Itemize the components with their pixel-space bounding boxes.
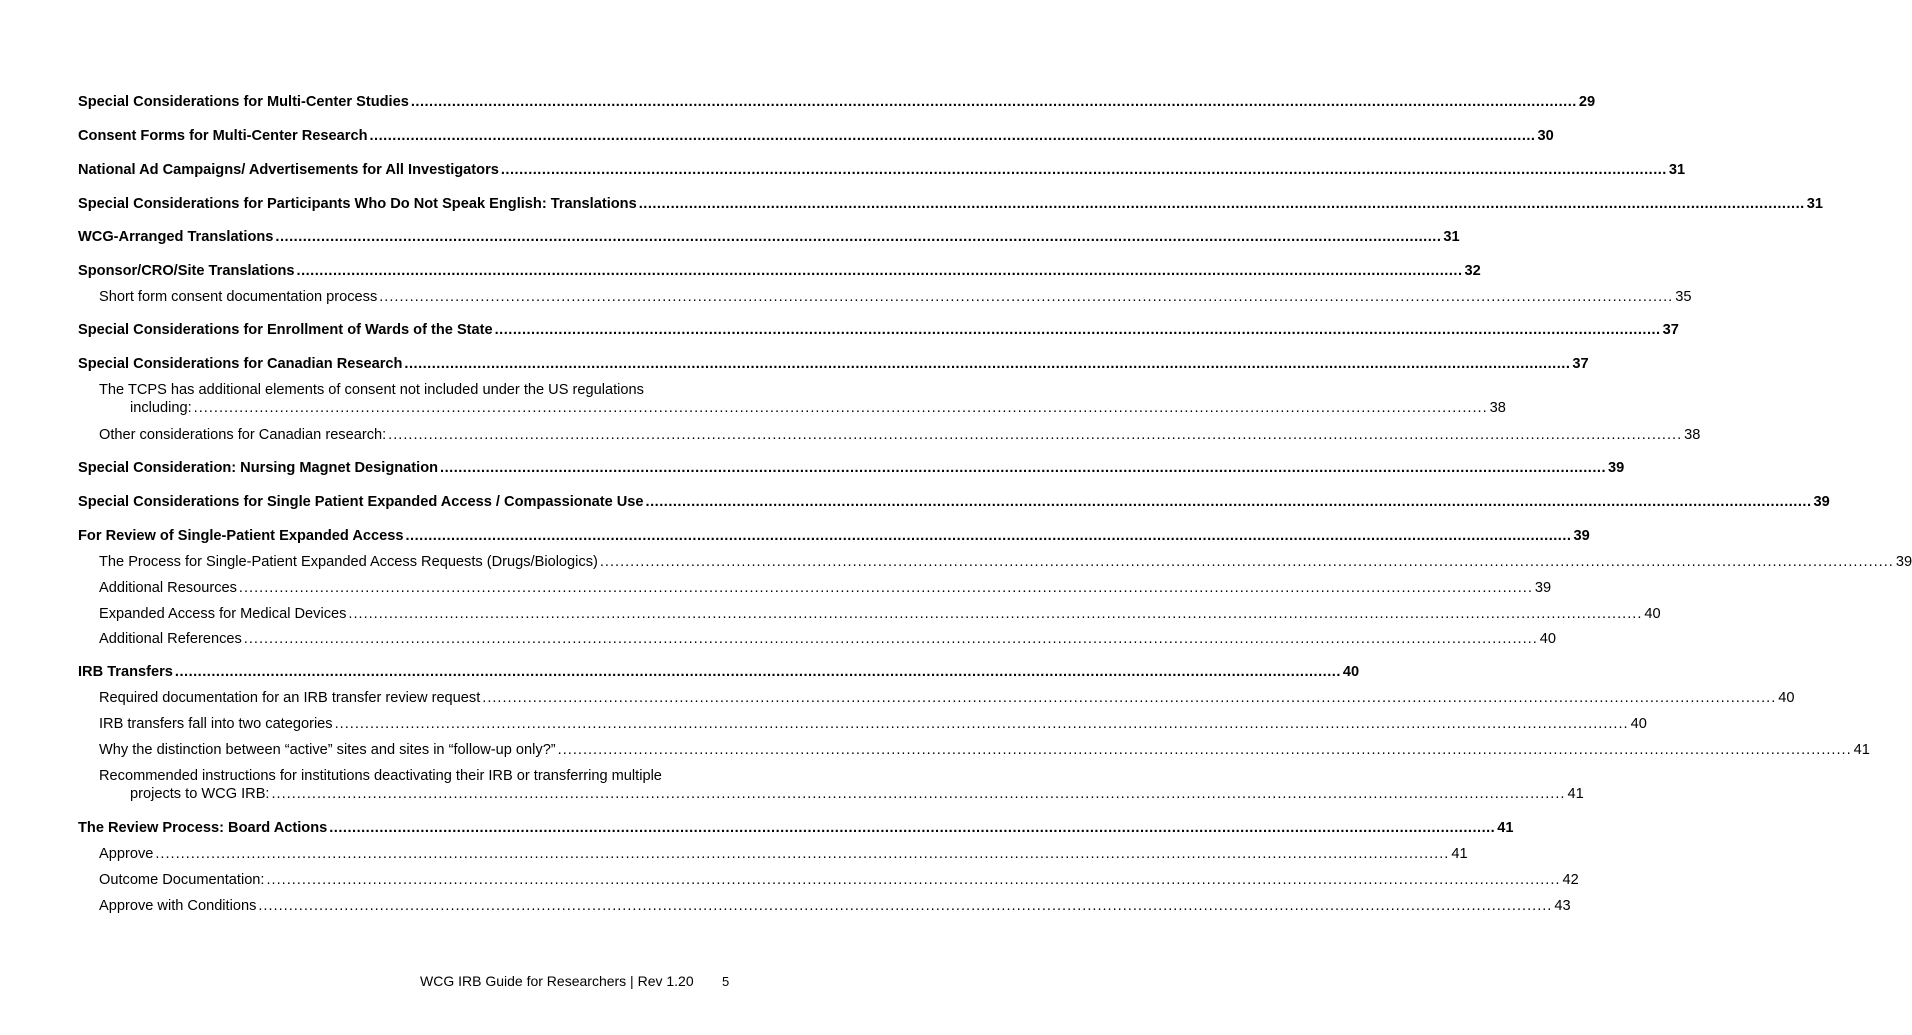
toc-entry-title: The Review Process: Board Actions xyxy=(78,820,328,836)
toc-entry-title-line1: The TCPS has additional elements of consent not included under the US regulations xyxy=(99,382,644,398)
toc-entry-title-line1: Recommended instructions for institutions deactivating their IRB or transferring multiple xyxy=(99,768,662,784)
toc-entry-title: Sponsor/CRO/Site Translations xyxy=(78,263,295,279)
toc-leader-dots xyxy=(558,742,1852,758)
toc-entry-page: 31 xyxy=(1668,162,1686,178)
toc-entry-title: IRB Transfers xyxy=(78,664,173,680)
toc-leader-dots xyxy=(388,427,1682,443)
toc-entry-title: Additional Resources xyxy=(99,580,237,596)
toc-subentry[interactable] xyxy=(78,846,1468,862)
toc-entry-title: Special Considerations for Enrollment of Wards of the State xyxy=(78,322,493,338)
toc-entry-page: 38 xyxy=(1489,400,1506,416)
toc-leader-dots xyxy=(646,494,1812,510)
toc-entry-title: Approve with Conditions xyxy=(99,898,257,914)
toc-leader-dots xyxy=(275,229,1441,245)
toc-entry[interactable] xyxy=(78,494,1830,510)
toc-leader-dots xyxy=(266,872,1560,888)
toc-entry[interactable] xyxy=(78,196,1823,212)
toc-entry-page: 40 xyxy=(1539,631,1556,647)
toc-subentry[interactable] xyxy=(78,898,1571,914)
toc-entry-title: Special Consideration: Nursing Magnet Designation xyxy=(78,460,439,476)
toc-entry-page: 40 xyxy=(1778,690,1795,706)
toc-leader-dots xyxy=(440,460,1606,476)
toc-entry-page: 35 xyxy=(1675,289,1692,305)
toc-entry-title: Why the distinction between “active” sites and sites in “follow-up only?” xyxy=(99,742,556,758)
toc-entry[interactable] xyxy=(78,820,1514,836)
toc-entry-page: 37 xyxy=(1572,356,1589,372)
toc-entry-page: 41 xyxy=(1567,786,1584,802)
toc-entry-page: 29 xyxy=(1578,94,1596,110)
toc-leader-dots xyxy=(501,162,1667,178)
toc-entry-title: WCG-Arranged Translations xyxy=(78,229,274,245)
toc-entry-title: Special Considerations for Multi-Center Studies xyxy=(78,94,409,110)
toc-leader-dots xyxy=(194,400,1488,416)
toc-leader-dots xyxy=(370,128,1536,144)
toc-leader-dots xyxy=(411,94,1577,110)
toc-leader-dots xyxy=(335,716,1629,732)
toc-entry-page: 30 xyxy=(1537,128,1554,144)
toc-subentry[interactable] xyxy=(78,289,1692,305)
toc-entry-page: 32 xyxy=(1464,263,1481,279)
toc-entry-page: 40 xyxy=(1342,664,1360,680)
toc-leader-dots xyxy=(258,898,1552,914)
toc-entry-page: 39 xyxy=(1534,580,1552,596)
toc-entry-title: Short form consent documentation process xyxy=(99,289,378,305)
toc-entry[interactable] xyxy=(78,128,1554,144)
toc-leader-dots xyxy=(639,196,1805,212)
toc-entry-page: 40 xyxy=(1630,716,1647,732)
toc-subentry[interactable] xyxy=(78,742,1870,758)
toc-entry-page: 42 xyxy=(1562,872,1579,888)
toc-entry-title: For Review of Single-Patient Expanded Access xyxy=(78,528,404,544)
toc-entry-page: 40 xyxy=(1644,606,1661,622)
toc-entry-page: 41 xyxy=(1497,820,1514,836)
toc-leader-dots xyxy=(405,528,1571,544)
toc-entry[interactable] xyxy=(78,322,1679,338)
toc-leader-dots xyxy=(244,631,1538,647)
toc-subentry[interactable] xyxy=(78,872,1579,888)
toc-entry-title: projects to WCG IRB: xyxy=(130,786,270,802)
toc-entry-title: National Ad Campaigns/ Advertisements for All Investigators xyxy=(78,162,499,178)
toc-entry-title: Expanded Access for Medical Devices xyxy=(99,606,347,622)
toc-leader-dots xyxy=(404,356,1570,372)
toc-entry-title: Additional References xyxy=(99,631,242,647)
toc-entry-title: Consent Forms for Multi-Center Research xyxy=(78,128,368,144)
footer-text: WCG IRB Guide for Researchers | Rev 1.20 xyxy=(420,973,694,989)
toc-entry[interactable] xyxy=(78,229,1460,245)
toc-entry-page: 41 xyxy=(1853,742,1870,758)
toc-entry-title: Other considerations for Canadian research: xyxy=(99,427,387,443)
toc-entry-title: Special Considerations for Single Patient Expanded Access / Compassionate Use xyxy=(78,494,644,510)
toc-entry[interactable] xyxy=(78,664,1360,680)
toc-subentry[interactable] xyxy=(78,716,1647,732)
toc-leader-dots xyxy=(175,664,1341,680)
toc-entry-title: Required documentation for an IRB transfer review request xyxy=(99,690,481,706)
toc-entry-title: Approve xyxy=(99,846,154,862)
toc-subentry[interactable] xyxy=(78,554,1912,570)
toc-entry-title: IRB transfers fall into two categories xyxy=(99,716,333,732)
toc-entry-page: 39 xyxy=(1813,494,1830,510)
toc-entry[interactable] xyxy=(78,356,1589,372)
toc-leader-dots xyxy=(379,289,1673,305)
toc-leader-dots xyxy=(239,580,1533,596)
toc-entry-page: 39 xyxy=(1608,460,1625,476)
toc-leader-dots xyxy=(297,263,1463,279)
toc-entry-page: 31 xyxy=(1806,196,1823,212)
toc-entry-page: 41 xyxy=(1451,846,1468,862)
toc-entry-page: 39 xyxy=(1573,528,1590,544)
toc-entry-title: Outcome Documentation: xyxy=(99,872,265,888)
toc-leader-dots xyxy=(271,786,1565,802)
toc-subentry[interactable] xyxy=(78,631,1556,647)
toc-entry-page: 37 xyxy=(1662,322,1679,338)
toc-entry-title: The Process for Single-Patient Expanded Access Requests (Drugs/Biologics) xyxy=(99,554,598,570)
toc-entry-title: Special Considerations for Canadian Research xyxy=(78,356,403,372)
toc-leader-dots xyxy=(329,820,1495,836)
toc-entry[interactable] xyxy=(78,162,1686,178)
toc-subentry[interactable] xyxy=(78,382,1506,416)
toc-entry[interactable] xyxy=(78,263,1481,279)
toc-leader-dots xyxy=(482,690,1776,706)
toc-entry-page: 43 xyxy=(1554,898,1571,914)
toc-leader-dots xyxy=(348,606,1642,622)
toc-entry-page: 31 xyxy=(1443,229,1460,245)
toc-subentry[interactable] xyxy=(78,580,1552,596)
toc-entry-title: including: xyxy=(130,400,192,416)
toc-subentry[interactable] xyxy=(78,427,1701,443)
toc-subentry[interactable] xyxy=(78,606,1661,622)
page-number: 5 xyxy=(722,974,730,989)
toc-subentry[interactable] xyxy=(78,690,1795,706)
toc-subentry[interactable] xyxy=(78,768,1584,802)
toc-entry-page: 39 xyxy=(1895,554,1912,570)
toc-entry-title: Special Considerations for Participants Who Do Not Speak English: Translations xyxy=(78,196,637,212)
toc-entry[interactable] xyxy=(78,94,1596,110)
toc-leader-dots xyxy=(495,322,1661,338)
toc-entry-page: 38 xyxy=(1684,427,1701,443)
toc-entry[interactable] xyxy=(78,528,1590,544)
toc-leader-dots xyxy=(600,554,1894,570)
toc-leader-dots xyxy=(155,846,1449,862)
toc-entry[interactable] xyxy=(78,460,1625,476)
